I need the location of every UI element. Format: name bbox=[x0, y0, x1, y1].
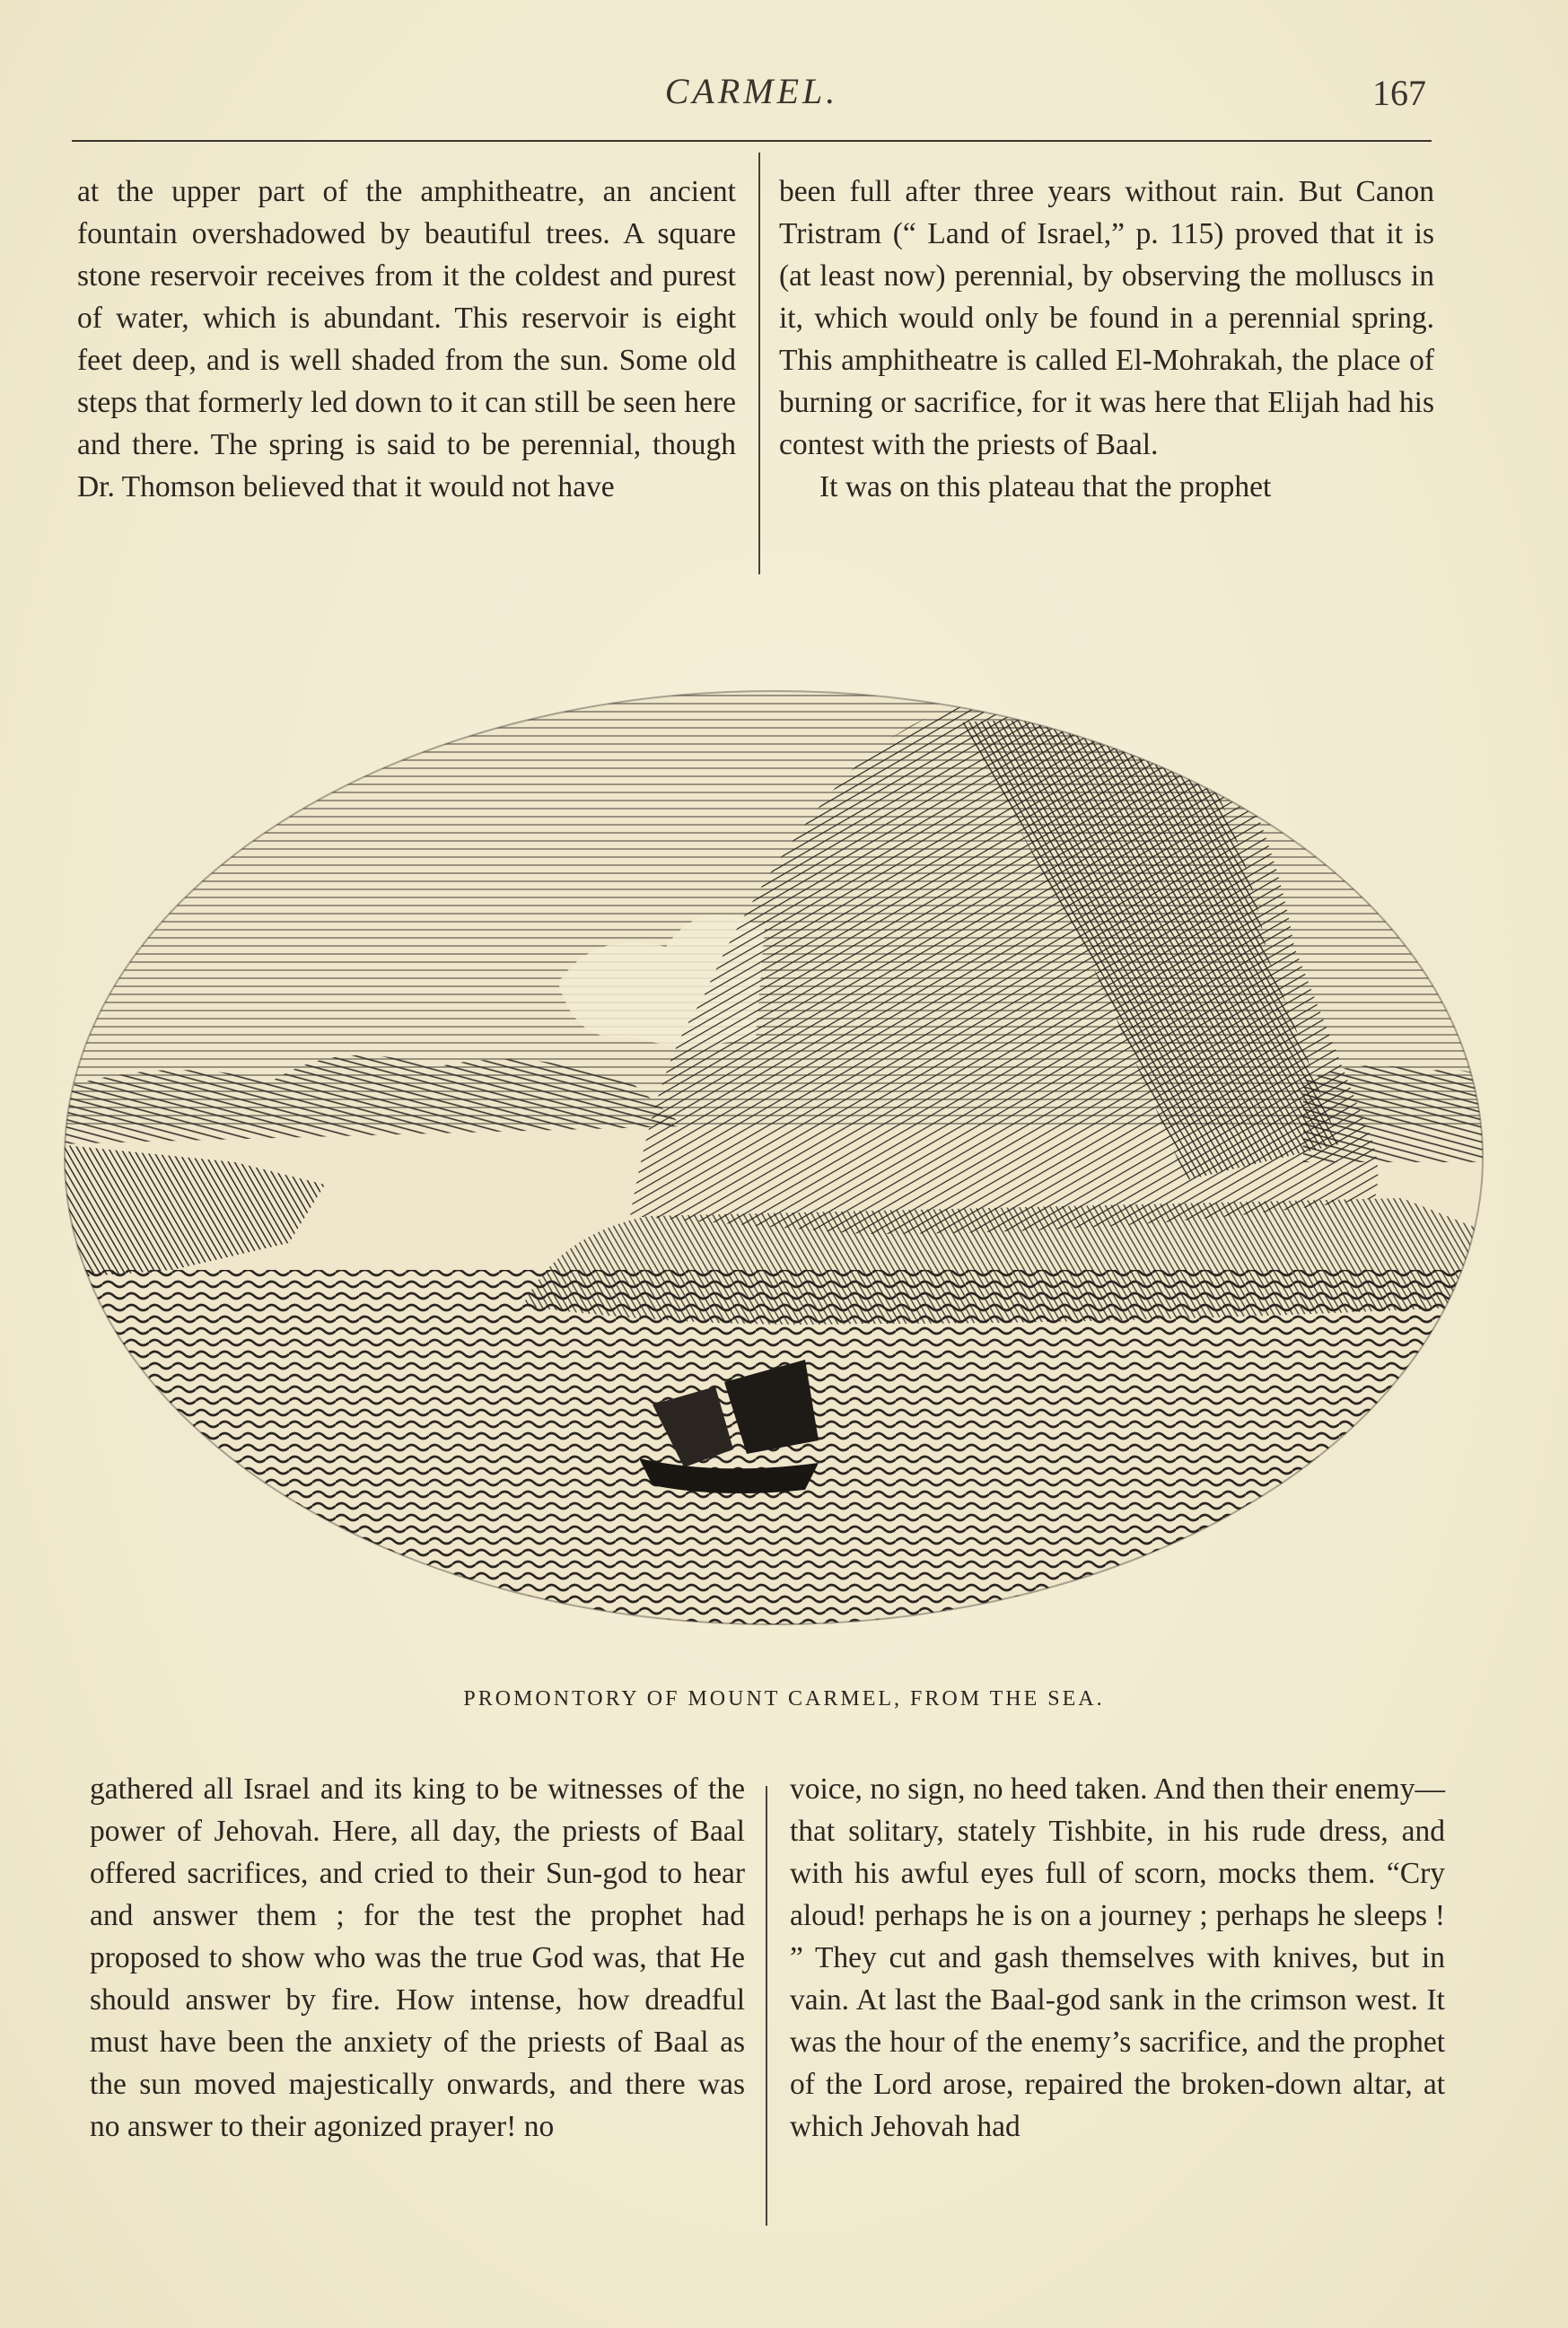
paragraph: voice, no sign, no heed taken. And then their enemy—that solitary, stately Tishbite, in his rude dress, and with his awful eyes full of scorn, mocks them. “Cry aloud! perhaps he is on a journey ; perhaps he sleeps ! ” They cut and gash themselves with knives, but in vain. At last the Baal-god sank in the crimson west. It was the hour of the enemy’s sacrifice, and the prophet of the Lord arose, repaired the broken-down altar, at which Jehovah had bbox=[790, 1772, 1445, 2143]
sea bbox=[56, 1270, 1492, 1656]
engraving-illustration bbox=[56, 660, 1492, 1656]
text-column-top-right bbox=[779, 171, 1434, 508]
running-title: CARMEL. bbox=[664, 71, 839, 111]
engraving-scene bbox=[56, 660, 1492, 1656]
paragraph: It was on this plateau that the prophet bbox=[819, 470, 1272, 503]
text-column-top-left bbox=[77, 171, 736, 508]
page-header bbox=[72, 70, 1432, 133]
paragraph: at the upper part of the amphitheatre, an ancient fountain overshadowed by beautiful trees. A square stone reservoir receives from it the coldest and purest of water, which is abundant. This reservoir is eight feet deep, and is well shaded from the sun. Some old steps that formerly led down to it can still be seen here and there. The spring is said to be perennial, though Dr. Thomson believed that it would not have bbox=[77, 175, 736, 503]
paragraph: gathered all Israel and its king to be witnesses of the power of Jehovah. Here, all day, the priests of Baal offered sacrifices, and cried to their Sun-god to hear and answer them ; for the test the prophet had proposed to show who was the true God was, that He should answer by fire. How intense, how dreadful must have been the anxiety of the priests of Baal as the sun moved majestically onwards, and there was no answer to their agonized prayer! no bbox=[90, 1772, 745, 2143]
text-column-bottom-right bbox=[790, 1768, 1445, 2148]
column-divider-top bbox=[758, 153, 760, 574]
header-rule bbox=[72, 140, 1432, 142]
page-number: 167 bbox=[1372, 73, 1426, 113]
illustration-caption: PROMONTORY OF MOUNT CARMEL, FROM THE SEA. bbox=[463, 1687, 1105, 1711]
column-divider-bottom bbox=[766, 1786, 767, 2226]
text-column-bottom-left bbox=[90, 1768, 745, 2148]
paragraph: been full after three years without rain. But Canon Tristram (“ Land of Israel,” p. 115) proved that it is (at least now) perennial, by observing the molluscs in it, which would only be found in a perennial spring. This amphitheatre is called El-Mohrakah, the place of burning or sacrifice, for it was here that Elijah had his contest with the priests of Baal. bbox=[779, 175, 1434, 461]
